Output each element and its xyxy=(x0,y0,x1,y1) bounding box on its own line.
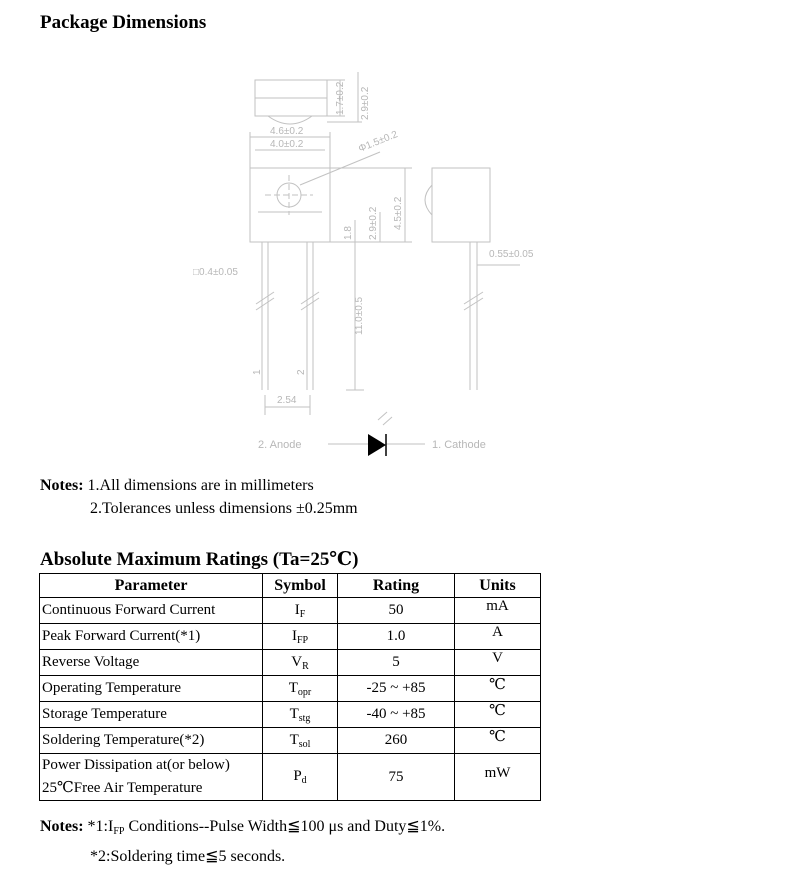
cathode-label: 1. Cathode xyxy=(432,439,486,451)
note-line-2: 2.Tolerances unless dimensions ±0.25mm xyxy=(90,500,358,517)
dim-1-8: 1.8 xyxy=(343,226,354,240)
pin-2-label: 2 xyxy=(296,369,307,375)
ratings-title: Absolute Maximum Ratings (Ta=25℃) xyxy=(40,549,359,570)
param-cell: Peak Forward Current(*1) xyxy=(40,624,263,650)
table-row xyxy=(40,624,541,650)
rating-cell: 75 xyxy=(338,754,455,801)
unit-cell: V xyxy=(455,650,541,676)
param-cell: Continuous Forward Current xyxy=(40,598,263,624)
dim-2-9-top: 2.9±0.2 xyxy=(360,86,371,120)
table-row xyxy=(40,728,541,754)
rating-cell: 1.0 xyxy=(338,624,455,650)
symbol-cell: $P_d$ xyxy=(263,754,338,801)
symbol-cell: $I_{FP}$ xyxy=(263,624,338,650)
symbol-cell: $T_{opr}$ xyxy=(263,676,338,702)
rating-footnotes xyxy=(40,814,445,869)
unit-cell: ℃ xyxy=(455,676,541,702)
unit-cell: ℃ xyxy=(455,702,541,728)
dim-4-5: 4.5±0.2 xyxy=(393,196,404,230)
footnote-1-sub: FP xyxy=(113,826,125,837)
dim-0-55: 0.55±0.05 xyxy=(489,249,534,260)
param-cell: Power Dissipation at(or below) 25℃Free Air Temperature xyxy=(40,754,263,801)
footnote-1-b: Conditions--Pulse Width≦100 μs and Duty≦1%. xyxy=(124,818,446,835)
unit-cell: mW xyxy=(455,754,541,801)
dim-2-54: 2.54 xyxy=(277,395,297,406)
rating-cell: 260 xyxy=(338,728,455,754)
rating-cell: 50 xyxy=(338,598,455,624)
symbol-cell: $T_{sol}$ xyxy=(263,728,338,754)
dim-4-0: 4.0±0.2 xyxy=(270,139,304,150)
header-rating: Rating xyxy=(338,574,455,598)
table-row xyxy=(40,702,541,728)
anode-label: 2. Anode xyxy=(258,439,302,451)
footnotes-label: Notes: xyxy=(40,818,84,835)
unit-cell: A xyxy=(455,624,541,650)
side-view-lens xyxy=(425,185,432,215)
front-view-body xyxy=(250,168,330,242)
unit-cell: ℃ xyxy=(455,728,541,754)
rating-cell: -40 ~ +85 xyxy=(338,702,455,728)
dim-2-9-front: 2.9±0.2 xyxy=(368,206,379,240)
diode-symbol-icon xyxy=(368,434,386,456)
table-row xyxy=(40,598,541,624)
dim-4-6: 4.6±0.2 xyxy=(270,126,304,137)
package-dimensions-title: Package Dimensions xyxy=(40,12,207,33)
side-view-body xyxy=(432,168,490,242)
param-cell: Storage Temperature xyxy=(40,702,263,728)
symbol-cell: $I_F$ xyxy=(263,598,338,624)
param-cell: Soldering Temperature(*2) xyxy=(40,728,263,754)
header-parameter: Parameter xyxy=(40,574,263,598)
symbol-cell: $V_R$ xyxy=(263,650,338,676)
header-units: Units xyxy=(455,574,541,598)
footnote-1-a: *1:I xyxy=(87,818,114,835)
table-row xyxy=(40,650,541,676)
package-drawing xyxy=(0,60,800,460)
param-cell: Reverse Voltage xyxy=(40,650,263,676)
rating-cell: 5 xyxy=(338,650,455,676)
param-cell: Operating Temperature xyxy=(40,676,263,702)
symbol-cell: $T_{stg}$ xyxy=(263,702,338,728)
dim-lead-square: □0.4±0.05 xyxy=(193,267,238,278)
table-header-row xyxy=(40,574,541,598)
footnote-2: *2:Soldering time≦5 seconds. xyxy=(90,848,286,865)
unit-cell: mA xyxy=(455,598,541,624)
table-row xyxy=(40,676,541,702)
dim-phi-1-5: Φ1.5±0.2 xyxy=(357,129,400,155)
rating-cell: -25 ~ +85 xyxy=(338,676,455,702)
dim-1-7: 1.7±0.2 xyxy=(335,81,346,115)
dim-11-0: 11.0±0.5 xyxy=(354,296,365,335)
note-line-1: 1.All dimensions are in millimeters xyxy=(87,477,314,494)
package-dimension-drawing xyxy=(0,60,800,460)
ratings-table xyxy=(39,573,541,801)
dimension-notes xyxy=(40,474,358,520)
pin-1-label: 1 xyxy=(252,369,263,375)
header-symbol: Symbol xyxy=(263,574,338,598)
notes-label: Notes: xyxy=(40,477,84,494)
table-row xyxy=(40,754,541,801)
top-view-lens xyxy=(268,116,312,124)
